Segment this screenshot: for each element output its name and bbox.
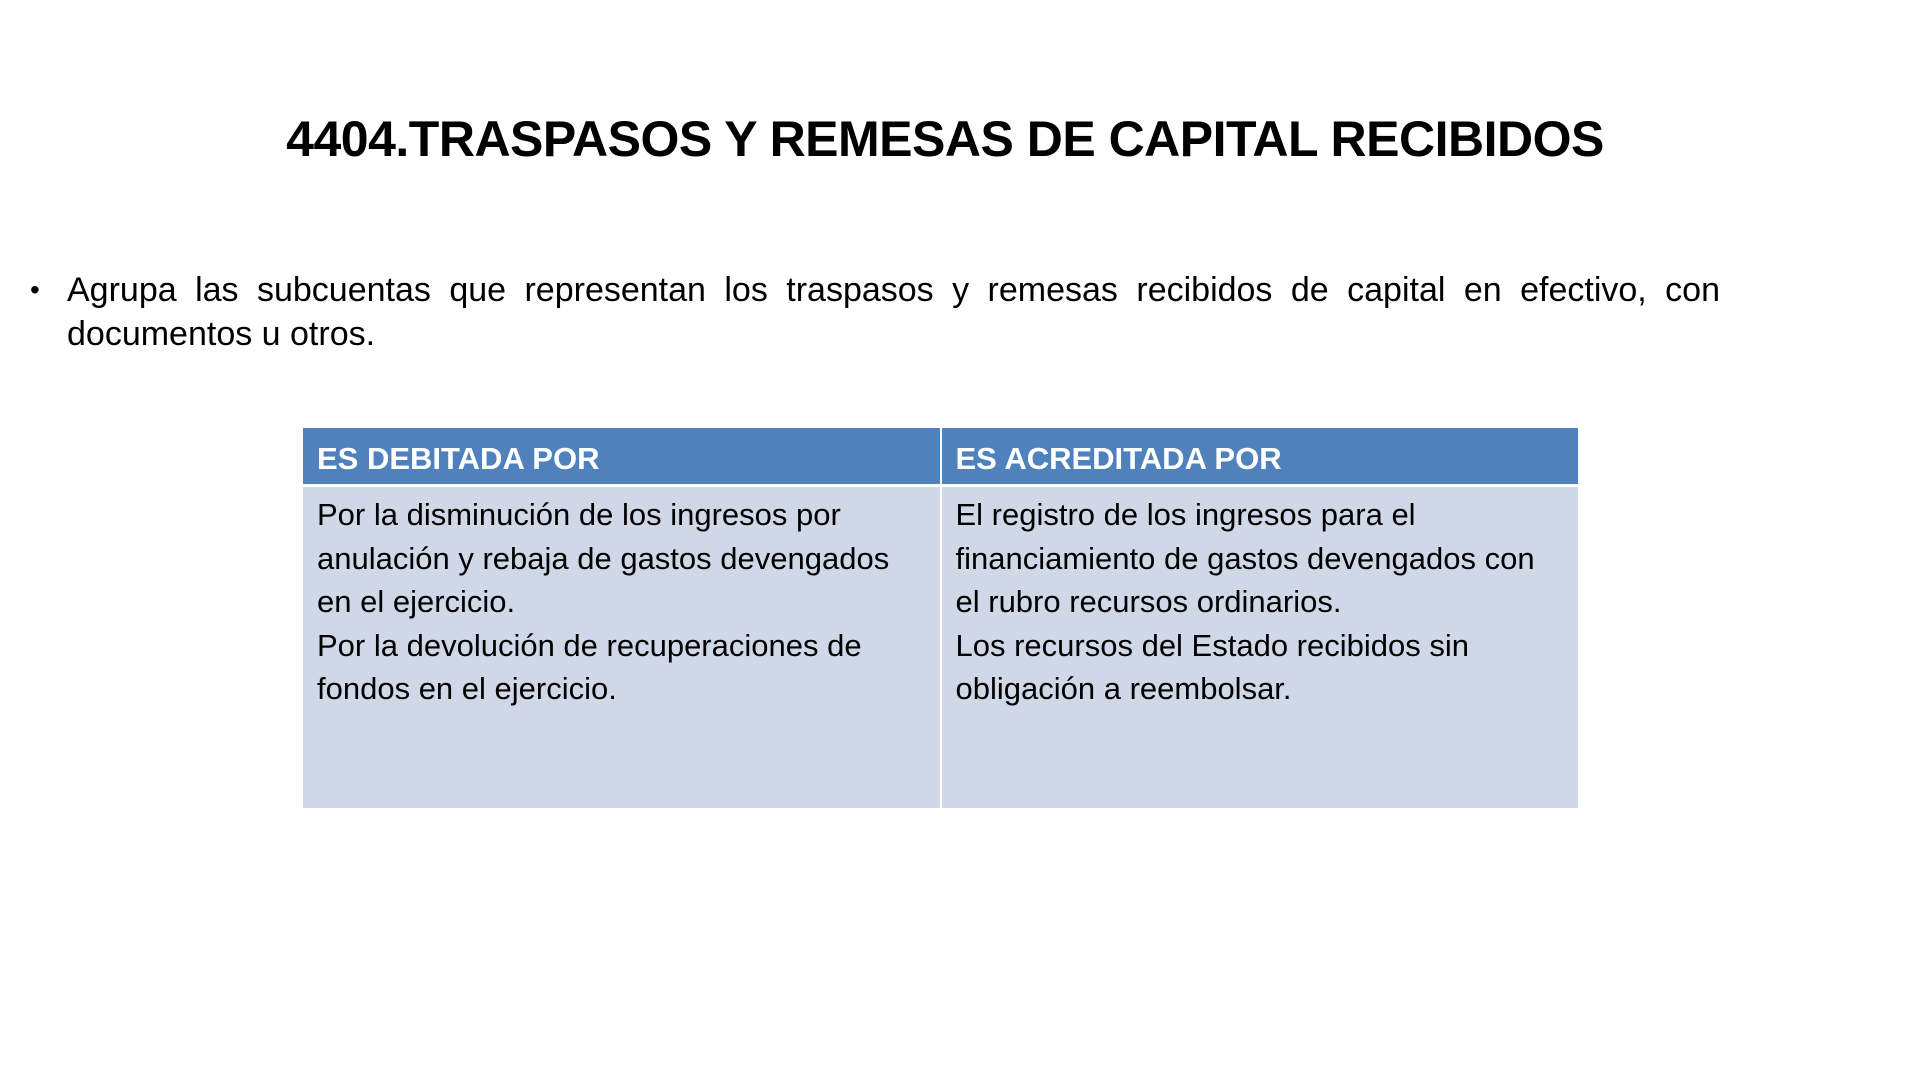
header-debit: ES DEBITADA POR xyxy=(303,428,941,486)
debit-credit-table-container xyxy=(303,428,1578,808)
debit-cell xyxy=(303,486,941,809)
table-header-row xyxy=(303,428,1578,486)
header-credit: ES ACREDITADA POR xyxy=(941,428,1579,486)
debit-line: Por la devolución de recuperaciones de fondos en el ejercicio. xyxy=(317,627,862,706)
bullet-item xyxy=(30,268,1720,356)
bullet-icon: • xyxy=(30,274,40,305)
bullet-text: Agrupa las subcuentas que representan los traspasos y remesas recibidos de capital en efectivo, con documentos u otros. xyxy=(67,271,1720,353)
bullet-list xyxy=(30,268,1720,356)
credit-line: Los recursos del Estado recibidos sin obligación a reembolsar. xyxy=(955,627,1469,706)
slide-title: 4404.TRASPASOS Y REMESAS DE CAPITAL RECIBIDOS xyxy=(286,111,1604,167)
debit-credit-table xyxy=(303,428,1578,808)
credit-cell xyxy=(941,486,1579,809)
debit-line: Por la disminución de los ingresos por anulación y rebaja de gastos devengados en el ejercicio. xyxy=(317,497,890,619)
credit-line: El registro de los ingresos para el financiamiento de gastos devengados con el rubro recursos ordinarios. xyxy=(955,497,1535,619)
table-row xyxy=(303,486,1578,809)
